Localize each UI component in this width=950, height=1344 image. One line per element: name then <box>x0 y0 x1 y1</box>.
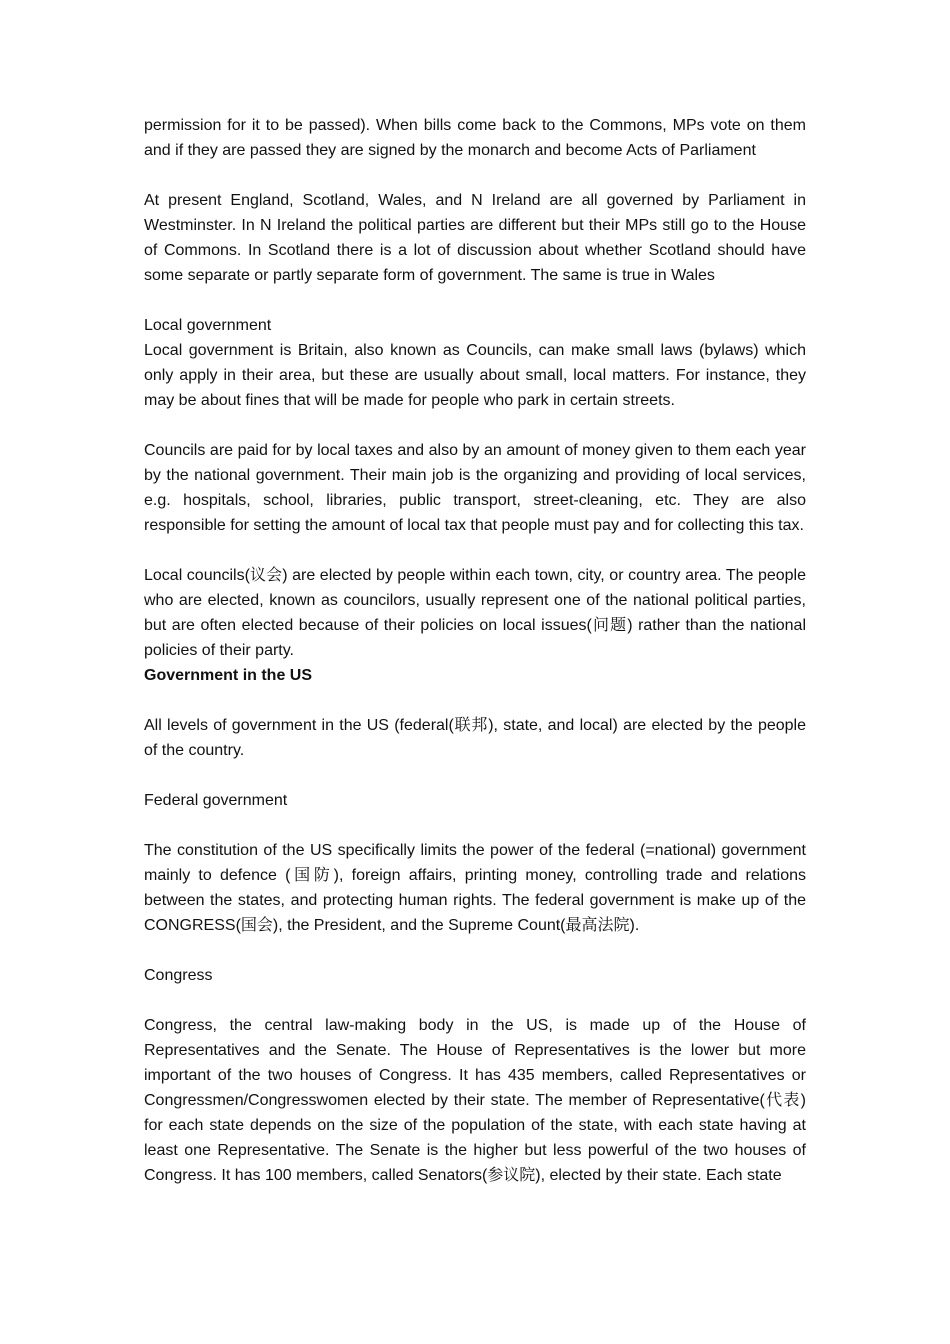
paragraph-councils-funding: Councils are paid for by local taxes and also by an amount of money given to them each year by the national government. Their main job is the organizing and providing of local services, e.g. hospitals, school, libraries, public transport, street-cleaning, etc. They are also responsible for setting the amount of local tax that people must pay and for collecting this tax. <box>144 442 806 534</box>
section-title-congress: Congress <box>144 967 213 984</box>
paragraph-gap <box>144 288 806 313</box>
paragraph-levels-of-government: All levels of government in the US (federal(联邦), state, and local) are elected by the people of the country. <box>144 717 806 759</box>
paragraph-gap <box>144 413 806 438</box>
section-title-local-government: Local government <box>144 317 272 334</box>
section-title-federal-government: Federal government <box>144 792 288 809</box>
paragraph-gap <box>144 813 806 838</box>
paragraph-gap <box>144 688 806 713</box>
heading-government-in-the-us: Government in the US <box>144 667 313 684</box>
paragraph-gap <box>144 538 806 563</box>
document-page <box>144 113 806 1188</box>
paragraph-acts-of-parliament: permission for it to be passed). When bills come back to the Commons, MPs vote on them and if they are passed they are signed by the monarch and become Acts of Parliament <box>144 117 806 159</box>
paragraph-local-government: Local government is Britain, also known as Councils, can make small laws (bylaws) which only apply in their area, but these are usually about small, local matters. For instance, they may be about fines that will be made for people who park in certain streets. <box>144 342 806 409</box>
paragraph-local-councils: Local councils(议会) are elected by people within each town, city, or country area. The people who are elected, known as councilors, usually represent one of the national political parties, but are often elected because of their policies on local issues(问题) rather than the national policies of their party. <box>144 567 806 659</box>
paragraph-congress: Congress, the central law-making body in the US, is made up of the House of Representatives and the Senate. The House of Representatives is the lower but more important of the two houses of Congress. It has 435 members, called Representatives or Congressmen/Congresswomen elected by their state. The member of Representative(代表) for each state depends on the size of the population of the state, with each state having at least one Representative. The Senate is the higher but less powerful of the two houses of Congress. It has 100 members, called Senators(参议院), elected by their state. Each state <box>144 1017 806 1184</box>
paragraph-gap <box>144 163 806 188</box>
paragraph-westminster: At present England, Scotland, Wales, and N Ireland are all governed by Parliament in Westminster. In N Ireland the political parties are different but their MPs still go to the House of Commons. In Scotland there is a lot of discussion about whether Scotland should have some separate or partly separate form of government. The same is true in Wales <box>144 192 806 284</box>
paragraph-gap <box>144 763 806 788</box>
paragraph-gap <box>144 938 806 963</box>
paragraph-constitution: The constitution of the US specifically limits the power of the federal (=national) government mainly to defence (国防), foreign affairs, printing money, controlling trade and relations between the states, and protecting human rights. The federal government is make up of the CONGRESS(国会), the President, and the Supreme Count(最高法院). <box>144 842 806 934</box>
paragraph-gap <box>144 988 806 1013</box>
